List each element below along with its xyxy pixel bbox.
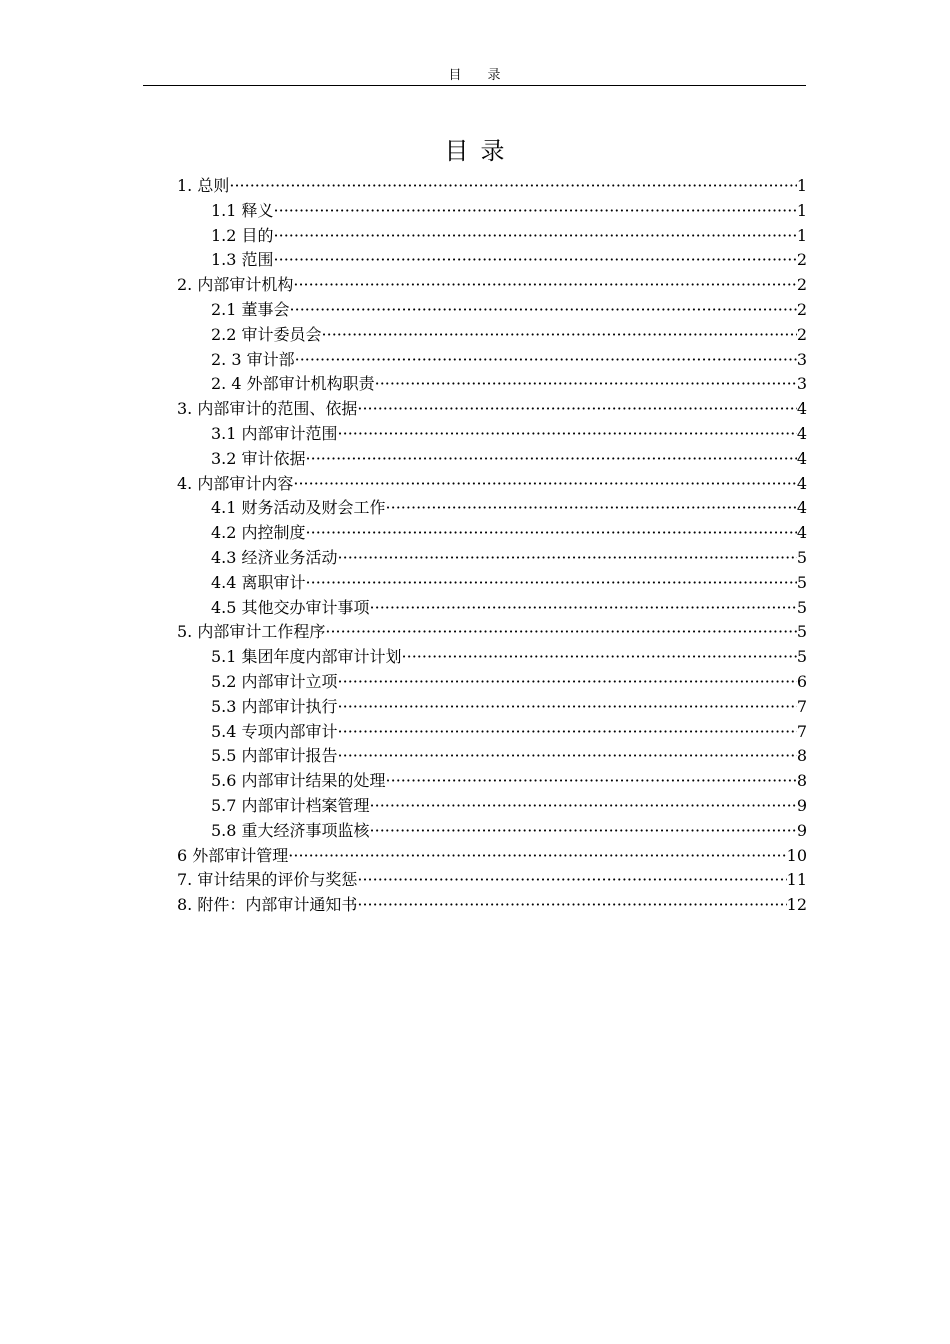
toc-entry[interactable] — [177, 397, 807, 422]
toc-entry-label: 5.6 内部审计结果的处理 — [211, 771, 386, 791]
toc-entry-label: 2. 3 审计部 — [211, 349, 295, 369]
toc-entry-page-number: 9 — [796, 820, 807, 840]
toc-entry[interactable] — [177, 472, 807, 497]
toc-entry-label: 2.1 董事会 — [211, 299, 290, 319]
toc-entry-label: 3.2 审计依据 — [211, 448, 306, 468]
toc-entry[interactable] — [177, 868, 807, 893]
toc-entry-page-number: 1 — [796, 225, 807, 245]
header-rule — [143, 85, 806, 86]
toc-entry[interactable] — [177, 546, 807, 571]
toc-entry-label: 2.2 审计委员会 — [211, 324, 322, 344]
toc-entry-label: 5.2 内部审计立项 — [211, 671, 338, 691]
toc-entry-page-number: 4 — [796, 399, 807, 419]
toc-dot-leader — [229, 174, 796, 199]
toc-entry-label: 2. 4 外部审计机构职责 — [211, 374, 375, 394]
toc-entry-page-number: 1 — [796, 176, 807, 195]
toc-entry-page-number: 5 — [796, 647, 807, 667]
toc-dot-leader — [375, 372, 797, 397]
toc-entry-label: 3.1 内部审计范围 — [211, 423, 338, 443]
toc-entry[interactable] — [177, 298, 807, 323]
toc-entry-page-number: 5 — [796, 597, 807, 617]
toc-dot-leader — [306, 447, 797, 472]
toc-dot-leader — [306, 521, 797, 546]
toc-title: 目录 — [444, 137, 517, 165]
toc-dot-leader — [386, 496, 797, 521]
toc-dot-leader — [274, 199, 797, 224]
toc-entry-page-number: 11 — [786, 870, 807, 890]
toc-entry-page-number: 5 — [796, 572, 807, 592]
toc-entry[interactable] — [177, 348, 807, 373]
toc-entry[interactable] — [177, 670, 807, 695]
toc-list — [177, 174, 807, 918]
toc-entry[interactable] — [177, 199, 807, 224]
toc-dot-leader — [386, 769, 797, 794]
toc-dot-leader — [288, 844, 786, 869]
toc-entry[interactable] — [177, 571, 807, 596]
toc-dot-leader — [338, 422, 797, 447]
toc-entry-page-number: 10 — [786, 845, 807, 865]
toc-dot-leader — [357, 893, 786, 918]
toc-dot-leader — [322, 323, 797, 348]
toc-entry-page-number: 2 — [796, 275, 807, 295]
toc-entry-page-number: 4 — [796, 423, 807, 443]
toc-dot-leader — [357, 868, 786, 893]
toc-entry[interactable] — [177, 323, 807, 348]
toc-entry-label: 1.3 范围 — [211, 250, 274, 270]
toc-dot-leader — [290, 298, 797, 323]
toc-entry-label: 5.7 内部审计档案管理 — [211, 795, 370, 815]
toc-entry-page-number: 4 — [796, 473, 807, 493]
toc-entry-page-number: 5 — [796, 547, 807, 567]
toc-dot-leader — [338, 546, 797, 571]
toc-entry[interactable] — [177, 695, 807, 720]
toc-entry[interactable] — [177, 794, 807, 819]
toc-dot-leader — [306, 571, 797, 596]
toc-dot-leader — [338, 720, 797, 745]
toc-entry-page-number: 2 — [796, 299, 807, 319]
toc-dot-leader — [402, 645, 797, 670]
toc-entry[interactable] — [177, 620, 807, 645]
toc-entry[interactable] — [177, 720, 807, 745]
toc-dot-leader — [357, 397, 796, 422]
toc-entry-label: 6 外部审计管理 — [177, 845, 289, 865]
toc-entry-page-number: 12 — [786, 895, 807, 915]
toc-entry-label: 1.2 目的 — [211, 225, 274, 245]
toc-entry[interactable] — [177, 744, 807, 769]
toc-entry[interactable] — [177, 224, 807, 249]
toc-entry-page-number: 8 — [796, 746, 807, 766]
toc-dot-leader — [293, 472, 796, 497]
toc-entry-label: 3. 内部审计的范围、依据 — [177, 399, 358, 419]
toc-entry[interactable] — [177, 893, 807, 918]
toc-entry-label: 4.2 内控制度 — [211, 523, 306, 543]
toc-entry-page-number: 3 — [796, 349, 807, 369]
toc-entry[interactable] — [177, 447, 807, 472]
toc-entry[interactable] — [177, 248, 807, 273]
toc-dot-leader — [338, 744, 797, 769]
toc-dot-leader — [295, 348, 797, 373]
toc-dot-leader — [338, 695, 797, 720]
toc-entry-page-number: 2 — [796, 324, 807, 344]
toc-entry[interactable] — [177, 372, 807, 397]
toc-entry-page-number: 3 — [796, 374, 807, 394]
toc-entry[interactable] — [177, 844, 807, 869]
toc-entry[interactable] — [177, 521, 807, 546]
toc-entry-page-number: 7 — [796, 721, 807, 741]
toc-entry-page-number: 4 — [796, 498, 807, 518]
toc-entry-label: 2. 内部审计机构 — [177, 275, 294, 295]
toc-entry[interactable] — [177, 422, 807, 447]
toc-dot-leader — [325, 620, 796, 645]
toc-entry-page-number: 4 — [796, 523, 807, 543]
toc-entry-label: 5.4 专项内部审计 — [211, 721, 338, 741]
toc-entry-page-number: 6 — [796, 671, 807, 691]
toc-entry[interactable] — [177, 819, 807, 844]
toc-entry-page-number: 8 — [796, 771, 807, 791]
toc-dot-leader — [338, 670, 797, 695]
toc-entry-page-number: 5 — [796, 622, 807, 642]
toc-entry-page-number: 1 — [796, 200, 807, 220]
toc-dot-leader — [274, 224, 797, 249]
toc-entry[interactable] — [177, 645, 807, 670]
toc-dot-leader — [370, 596, 797, 621]
toc-dot-leader — [293, 273, 796, 298]
toc-entry-label: 5.1 集团年度内部审计计划 — [211, 647, 402, 667]
toc-dot-leader — [370, 819, 797, 844]
toc-entry-label: 4.1 财务活动及财会工作 — [211, 498, 386, 518]
toc-entry-label: 5.5 内部审计报告 — [211, 746, 338, 766]
toc-entry[interactable] — [177, 769, 807, 794]
toc-entry-label: 4. 内部审计内容 — [177, 473, 294, 493]
toc-entry-label: 7. 审计结果的评价与奖惩 — [177, 870, 358, 890]
toc-dot-leader — [274, 248, 797, 273]
toc-entry-label: 1. 总则 — [177, 176, 230, 195]
toc-entry[interactable] — [177, 273, 807, 298]
toc-entry[interactable] — [177, 596, 807, 621]
toc-entry-label: 5.3 内部审计执行 — [211, 696, 338, 716]
toc-entry[interactable] — [177, 496, 807, 521]
toc-entry-label: 8. 附件：内部审计通知书 — [177, 895, 358, 915]
toc-entry-label: 5. 内部审计工作程序 — [177, 622, 326, 642]
toc-entry-label: 4.5 其他交办审计事项 — [211, 597, 370, 617]
toc-entry-page-number: 2 — [796, 250, 807, 270]
toc-entry-label: 1.1 释义 — [211, 200, 274, 220]
toc-entry-page-number: 7 — [796, 696, 807, 716]
toc-entry-page-number: 9 — [796, 795, 807, 815]
running-header: 目录 — [448, 68, 527, 83]
toc-entry-label: 4.3 经济业务活动 — [211, 547, 338, 567]
toc-entry-label: 4.4 离职审计 — [211, 572, 306, 592]
toc-entry-label: 5.8 重大经济事项监核 — [211, 820, 370, 840]
toc-entry-page-number: 4 — [796, 448, 807, 468]
toc-entry[interactable] — [177, 174, 807, 199]
toc-dot-leader — [370, 794, 797, 819]
